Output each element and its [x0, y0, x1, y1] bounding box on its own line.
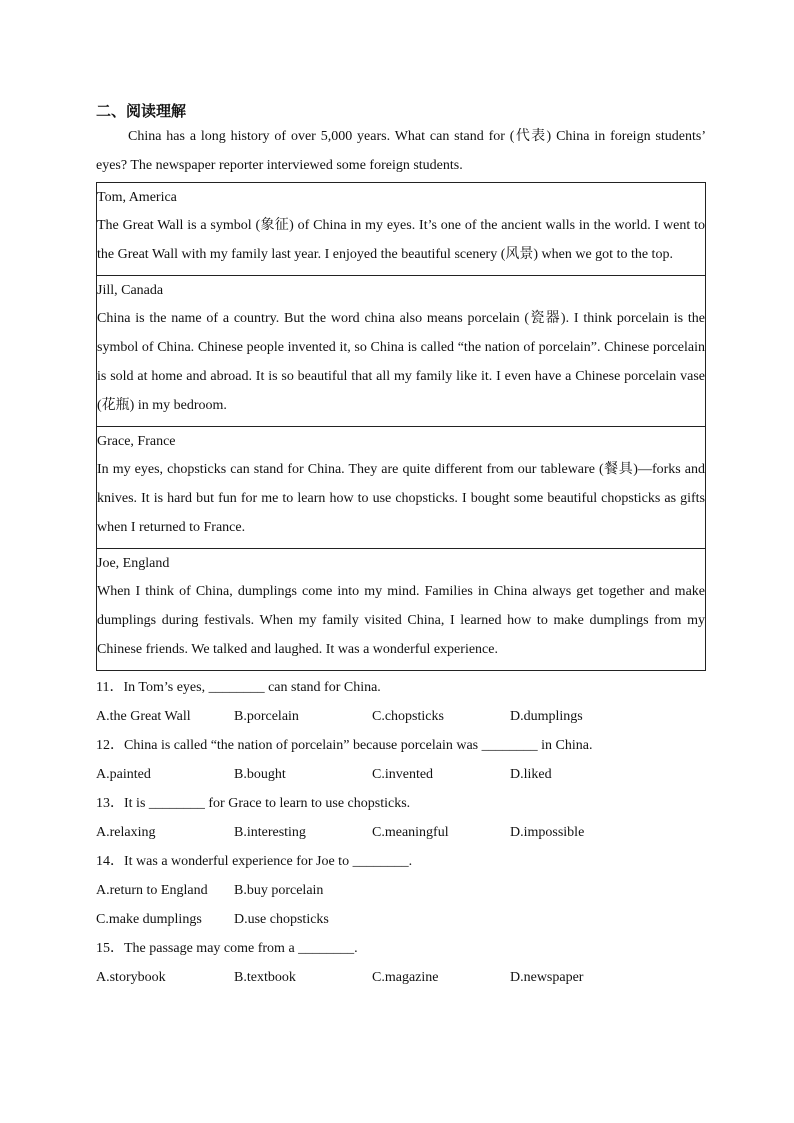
question-stem: 12．China is called “the nation of porcelain” because porcelain was ________ in China.	[96, 738, 593, 753]
option: C.meaningful	[372, 825, 449, 840]
interviewee-name: Tom, America	[97, 190, 177, 205]
option: A.storybook	[96, 970, 166, 985]
option: D.liked	[510, 767, 552, 782]
option-row	[96, 876, 706, 905]
interview-cell	[97, 426, 705, 548]
option-row	[96, 702, 706, 731]
option: C.make dumplings	[96, 912, 202, 927]
option: A.the Great Wall	[96, 709, 191, 724]
option: D.dumplings	[510, 709, 583, 724]
interview-text: When I think of China, dumplings come into my mind. Families in China always get together and make dumplings during festivals. When my family visited China, I learned how to make dumplings from my Chinese friends. We talked and laughed. It was a wonderful experience.	[97, 584, 705, 657]
interview-cell	[97, 183, 705, 275]
question-stem: 14．It was a wonderful experience for Joe to ________.	[96, 854, 413, 869]
question-stem: 13．It is ________ for Grace to learn to use chopsticks.	[96, 796, 411, 811]
question-list	[96, 673, 706, 992]
section-title: 二、阅读理解	[96, 102, 187, 120]
option: B.interesting	[234, 825, 306, 840]
interview-cell	[97, 275, 705, 426]
option-row	[96, 818, 706, 847]
option: B.textbook	[234, 970, 296, 985]
option: C.invented	[372, 767, 434, 782]
option: D.impossible	[510, 825, 585, 840]
option: D.newspaper	[510, 970, 584, 985]
option-row	[96, 905, 706, 934]
interview-cell	[97, 548, 705, 670]
question-stem: 15．The passage may come from a ________.	[96, 941, 358, 956]
intro-paragraph: China has a long history of over 5,000 years. What can stand for (代表) China in foreign students’ eyes? The newspaper reporter interviewed some foreign students.	[96, 129, 706, 173]
option: C.magazine	[372, 970, 439, 985]
option: B.buy porcelain	[234, 883, 324, 898]
interviewee-name: Jill, Canada	[97, 283, 164, 298]
option-row	[96, 963, 706, 992]
option: B.porcelain	[234, 709, 299, 724]
interviewee-name: Grace, France	[97, 434, 176, 449]
option: D.use chopsticks	[234, 912, 329, 927]
option: A.relaxing	[96, 825, 156, 840]
interviewee-name: Joe, England	[97, 556, 170, 571]
option: A.painted	[96, 767, 151, 782]
interview-text: In my eyes, chopsticks can stand for China. They are quite different from our tableware (餐具)—forks and knives. It is hard but fun for me to learn how to use chopsticks. I bought some beautiful chopsticks as gifts when I returned to France.	[97, 462, 705, 535]
option-row	[96, 760, 706, 789]
option: A.return to England	[96, 883, 208, 898]
interview-text: The Great Wall is a symbol (象征) of China in my eyes. It’s one of the ancient walls in the world. I went to the Great Wall with my family last year. I enjoyed the beautiful scenery (风景) when we got to the top.	[97, 218, 705, 262]
interview-text: China is the name of a country. But the word china also means porcelain (瓷器). I think porcelain is the symbol of China. Chinese people invented it, so China is called “the nation of porcelain”. Chinese porcelain is sold at home and abroad. It is so beautiful that all my family like it. I even have a Chinese porcelain vase (花瓶) in my bedroom.	[97, 311, 705, 413]
option: B.bought	[234, 767, 286, 782]
document-page	[96, 100, 706, 992]
option: C.chopsticks	[372, 709, 444, 724]
question-stem: 11．In Tom’s eyes, ________ can stand for China.	[96, 680, 381, 695]
interview-table	[96, 182, 706, 671]
